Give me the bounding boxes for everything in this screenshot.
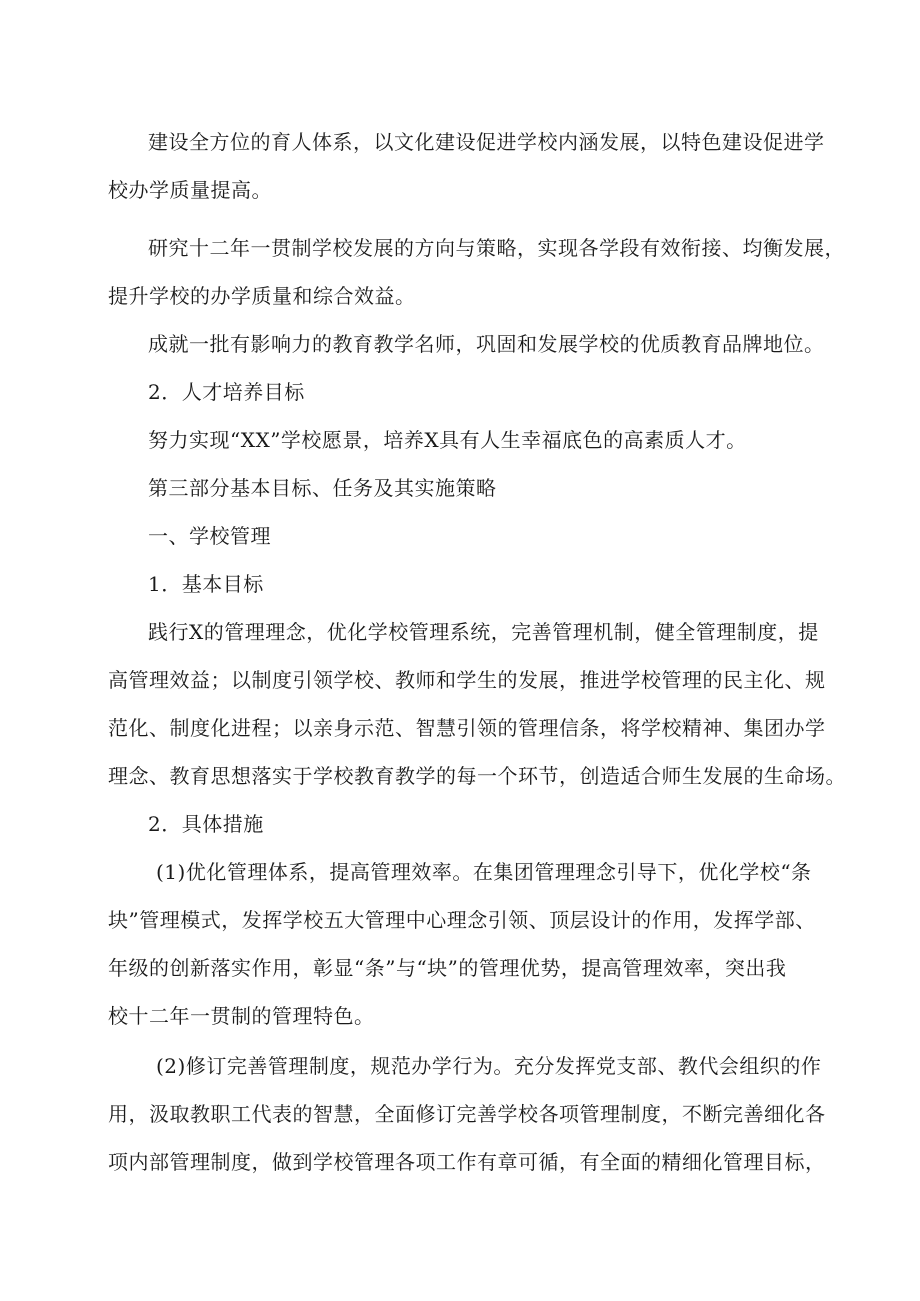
section-heading: 2．人才培养目标 (148, 380, 305, 404)
text-line: 校办学质量提高。 (108, 178, 272, 202)
text-line: 项内部管理制度，做到学校管理各项工作有章可循，有全面的精细化管理目标， (108, 1150, 826, 1174)
text-line: 校十二年一贯制的管理特色。 (108, 1004, 375, 1028)
text-line: 用，汲取教职工代表的智慧，全面修订完善学校各项管理制度，不断完善细化各 (108, 1102, 826, 1126)
text-line: 块”管理模式，发挥学校五大管理中心理念引领、顶层设计的作用，发挥学部、 (108, 908, 816, 932)
text-line: 践行X的管理理念，优化学校管理系统，完善管理机制，健全管理制度，提 (148, 620, 819, 644)
text-line: (2)修订完善管理制度，规范办学行为。充分发挥党支部、教代会组织的作 (156, 1054, 822, 1078)
text-line: 高管理效益；以制度引领学校、教师和学生的发展，推进学校管理的民主化、规 (108, 668, 826, 692)
text-line: 建设全方位的育人体系，以文化建设促进学校内涵发展，以特色建设促进学 (148, 130, 825, 154)
text-line: 努力实现“XX”学校愿景，培养X具有人生幸福底色的高素质人才。 (148, 428, 747, 452)
text-line: 理念、教育思想落实于学校教育教学的每一个环节，创造适合师生发展的生命场。 (108, 764, 846, 788)
section-heading: 2．具体措施 (148, 812, 264, 836)
text-line: 年级的创新落实作用，彰显“条”与“块”的管理优势，提高管理效率，突出我 (108, 956, 787, 980)
text-line: 范化、制度化进程；以亲身示范、智慧引领的管理信条，将学校精神、集团办学 (108, 716, 826, 740)
section-heading: 一、学校管理 (148, 524, 271, 548)
text-line: 研究十二年一贯制学校发展的方向与策略，实现各学段有效衔接、均衡发展， (148, 236, 845, 260)
text-line: 提升学校的办学质量和综合效益。 (108, 284, 416, 308)
section-heading: 第三部分基本目标、任务及其实施策略 (148, 476, 497, 500)
text-line: 成就一批有影响力的教育教学名师，巩固和发展学校的优质教育品牌地位。 (148, 332, 825, 356)
section-heading: 1．基本目标 (148, 572, 264, 596)
text-line: (1)优化管理体系，提高管理效率。在集团管理理念引导下，优化学校“条 (156, 860, 812, 884)
